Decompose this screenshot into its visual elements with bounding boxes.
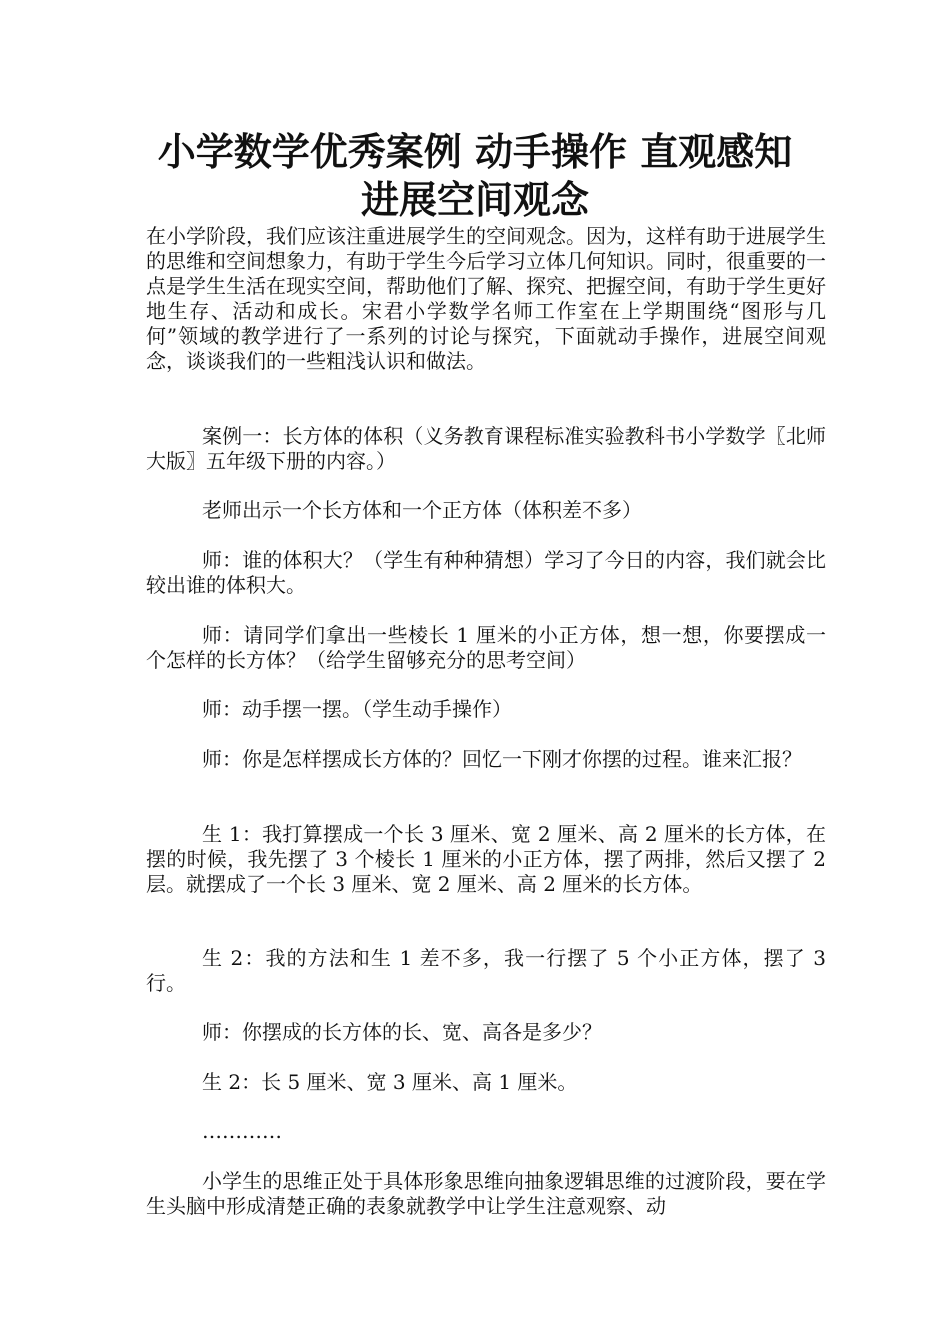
intro-paragraph: 在小学阶段，我们应该注重进展学生的空间观念。因为，这样有助于进展学生的思维和空间想象力，有助于学生今后学习立体几何知识。同时，很重要的一点是学生生活在现实空间，帮助他们了解、探究、把握空间，有助于学生更好地生存、活动和成长。宋君小学数学名师工作室在上学期围绕“图形与几何”领域的教学进行了一系列的讨论与探究，下面就动手操作，进展空间观念，谈谈我们的一些粗浅认识和做法。 <box>146 224 826 373</box>
document-title-line-2: 进展空间观念 <box>360 177 589 222</box>
student-one-paragraph: 生 1：我打算摆成一个长 3 厘米、宽 2 厘米、高 2 厘米的长方体，在摆的时候，我先摆了 3 个棱长 1 厘米的小正方体，摆了两排，然后又摆了 2 层。就摆成了一个长 3 厘米、宽 2 厘米、高 2 厘米的长方体。 <box>146 822 826 896</box>
student-two-method-paragraph: 生 2：我的方法和生 1 差不多，我一行摆了 5 个小正方体，摆了 3 行。 <box>146 946 826 995</box>
teacher-dimensions-paragraph: 师：你摆成的长方体的长、宽、高各是多少？ <box>202 1020 602 1044</box>
case-one-heading-paragraph: 案例一：长方体的体积（义务教育课程标准实验教科书小学数学〖北师大版〗五年级下册的内容。） <box>146 424 826 473</box>
document-title-line-1: 小学数学优秀案例 动手操作 直观感知 <box>157 129 793 174</box>
student-two-answer-paragraph: 生 2：长 5 厘米、宽 3 厘米、高 1 厘米。 <box>202 1070 578 1094</box>
teacher-hands-on-paragraph: 师：动手摆一摆。（学生动手操作） <box>202 697 512 721</box>
teacher-shows-paragraph: 老师出示一个长方体和一个正方体（体积差不多） <box>202 498 642 522</box>
ellipsis-paragraph: ………… <box>202 1119 282 1143</box>
analysis-paragraph: 小学生的思维正处于具体形象思维向抽象逻辑思维的过渡阶段，要在学生头脑中形成清楚正确的表象就教学中让学生注意观察、动 <box>146 1169 826 1218</box>
teacher-question-volume-paragraph: 师：谁的体积大？（学生有种种猜想）学习了今日的内容，我们就会比较出谁的体积大。 <box>146 548 826 597</box>
teacher-cubes-paragraph: 师：请同学们拿出一些棱长 1 厘米的小正方体，想一想，你要摆成一个怎样的长方体？（给学生留够充分的思考空间） <box>146 623 826 672</box>
teacher-recall-paragraph: 师：你是怎样摆成长方体的？回忆一下刚才你摆的过程。谁来汇报？ <box>202 747 802 771</box>
